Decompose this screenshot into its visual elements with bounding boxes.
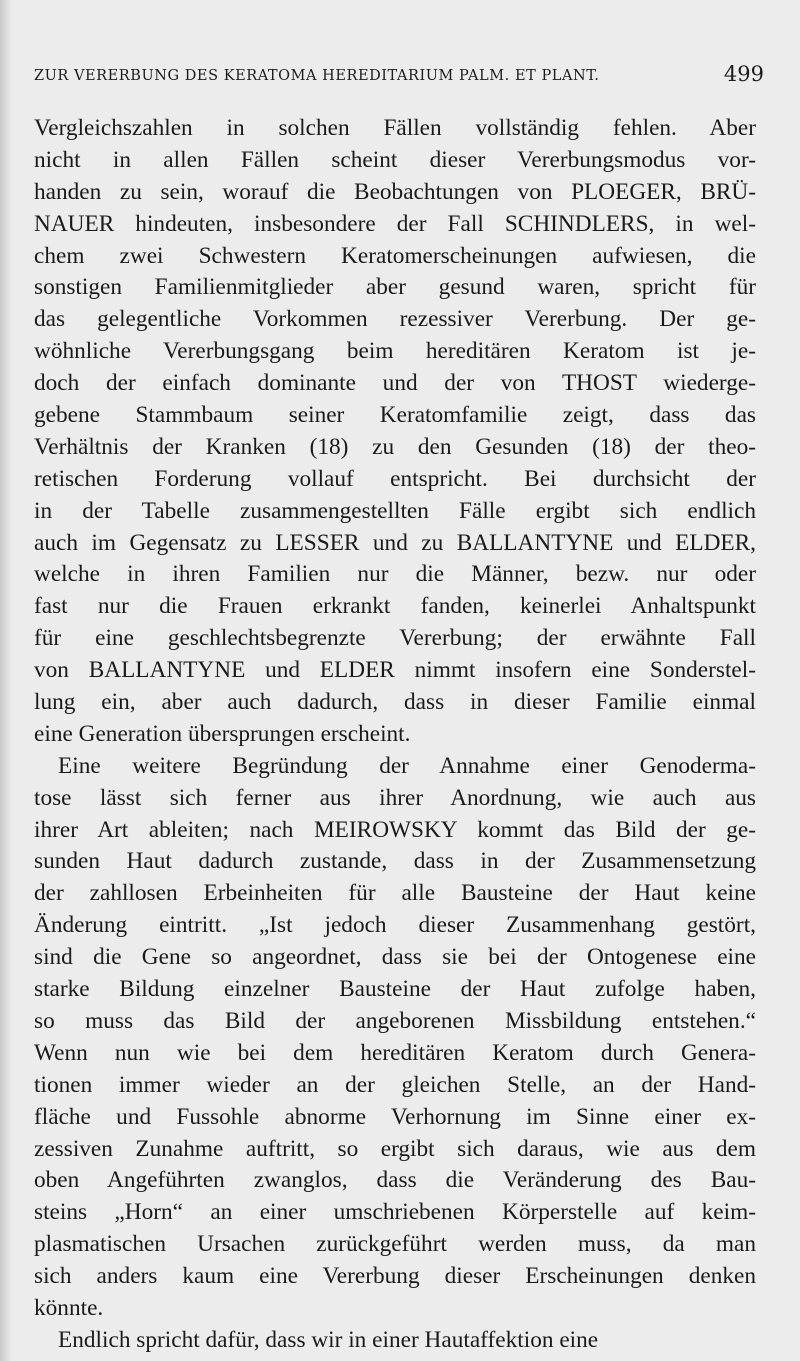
text-line: oben Angeführten zwanglos, dass die Veränderung des Bau- [34,1167,756,1194]
body-text [34,113,756,1357]
paragraph [34,1325,756,1357]
text-line: sunden Haut dadurch zustande, dass in der Zusammensetzung [34,848,756,875]
text-line: Verhältnis der Kranken (18) zu den Gesunden (18) der theo- [34,433,756,460]
paragraph [34,113,756,751]
text-line: gebene Stammbaum seiner Keratomfamilie zeigt, dass das [34,402,756,429]
text-line: retischen Forderung vollauf entspricht. Bei durchsicht der [34,465,756,492]
text-line: sich anders kaum eine Vererbung dieser Erscheinungen denken [34,1263,756,1290]
text-line: wöhnliche Vererbungsgang beim hereditären Keratom ist je- [34,338,756,365]
text-line: Änderung eintritt. „Ist jedoch dieser Zusammenhang gestört, [34,912,756,939]
text-line: zessiven Zunahme auftritt, so ergibt sich daraus, wie aus dem [34,1135,756,1162]
text-line: Eine weitere Begründung der Annahme einer Genoderma- [58,752,756,779]
running-header [34,62,764,92]
text-line: Endlich spricht dafür, dass wir in einer Hautaffektion eine [58,1326,599,1353]
text-line: chem zwei Schwestern Keratomerscheinungen aufwiesen, die [34,242,756,269]
paragraph [34,751,756,1325]
running-header-title: ZUR VERERBUNG DES KERATOMA HEREDITARIUM PALM. ET PLANT. [34,68,600,84]
text-line: handen zu sein, worauf die Beobachtungen von PLOEGER, BRÜ- [34,178,756,205]
text-line: Wenn nun wie bei dem hereditären Keratom durch Genera- [34,1039,756,1066]
text-line: sind die Gene so angeordnet, dass sie bei der Ontogenese eine [34,944,756,971]
text-line: das gelegentliche Vorkommen rezessiver Vererbung. Der ge- [34,306,756,333]
text-line: plasmatischen Ursachen zurückgeführt werden muss, da man [34,1231,756,1258]
text-line: fast nur die Frauen erkrankt fanden, keinerlei Anhaltspunkt [34,593,756,620]
text-line: doch der einfach dominante und der von THOST wiederge- [34,370,756,397]
text-line: nicht in allen Fällen scheint dieser Vererbungsmodus vor- [34,146,756,173]
text-line: eine Generation übersprungen erscheint. [34,720,411,747]
text-line: tose lässt sich ferner aus ihrer Anordnung, wie auch aus [34,784,756,811]
text-line: der zahllosen Erbeinheiten für alle Bausteine der Haut keine [34,880,756,907]
page-number: 499 [723,62,764,86]
text-line: auch im Gegensatz zu LESSER und zu BALLANTYNE und ELDER, [34,529,756,556]
text-line: welche in ihren Familien nur die Männer, bezw. nur oder [34,561,756,588]
text-line: tionen immer wieder an der gleichen Stelle, an der Hand- [34,1071,756,1098]
text-line: starke Bildung einzelner Bausteine der Haut zufolge haben, [34,976,756,1003]
page-edge-shadow [0,0,12,1361]
text-line: könnte. [34,1294,104,1321]
text-line: so muss das Bild der angeborenen Missbildung entstehen.“ [34,1007,756,1034]
text-line: für eine geschlechtsbegrenzte Vererbung; der erwähnte Fall [34,625,756,652]
text-line: fläche und Fussohle abnorme Verhornung im Sinne einer ex- [34,1103,756,1130]
text-line: ihrer Art ableiten; nach MEIROWSKY kommt das Bild der ge- [34,816,756,843]
text-line: NAUER hindeuten, insbesondere der Fall SCHINDLERS, in wel- [34,210,756,237]
text-line: sonstigen Familienmitglieder aber gesund waren, spricht für [34,274,756,301]
text-line: von BALLANTYNE und ELDER nimmt insofern eine Sonderstel- [34,657,756,684]
text-line: lung ein, aber auch dadurch, dass in dieser Familie einmal [34,689,756,716]
text-line: steins „Horn“ an einer umschriebenen Körperstelle auf keim- [34,1199,756,1226]
text-line: Vergleichszahlen in solchen Fällen vollständig fehlen. Aber [34,115,756,141]
text-line: in der Tabelle zusammengestellten Fälle ergibt sich endlich [34,497,756,524]
